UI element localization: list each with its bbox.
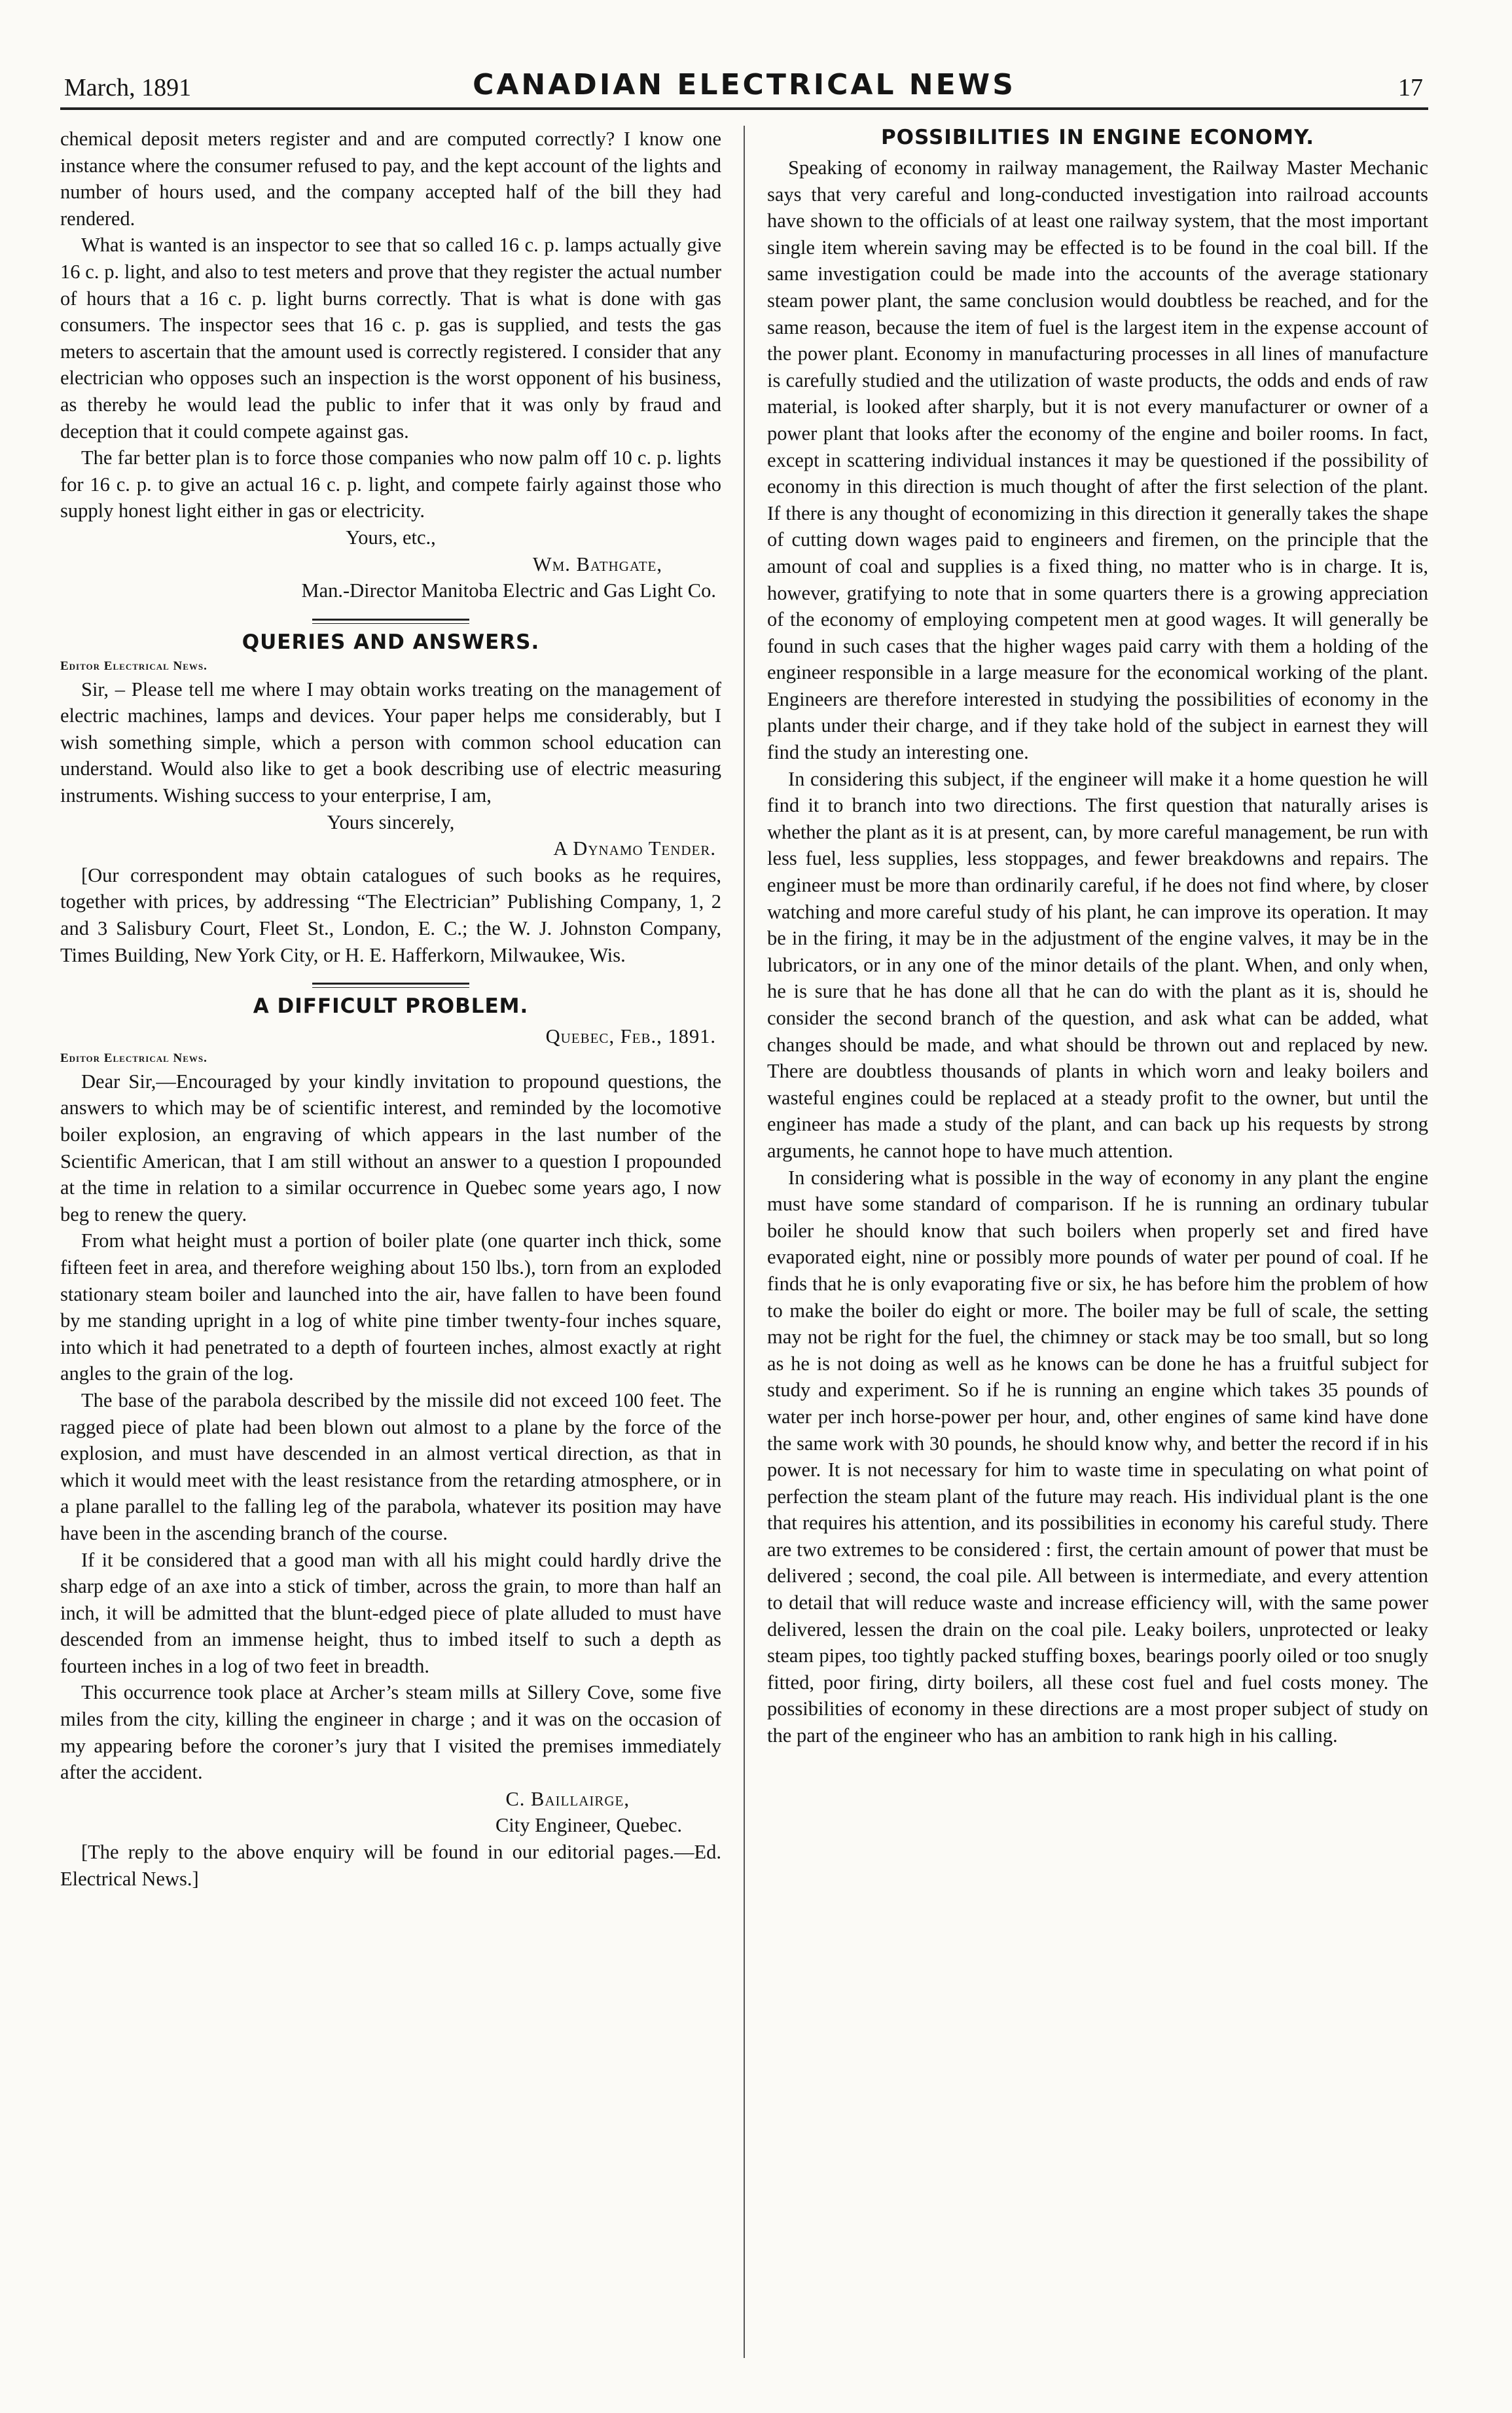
section-divider: [312, 983, 469, 988]
article-paragraph: In considering this subject, if the engineer will make it a home question he will find it to branch into two directions. The first question that naturally arises is whether the plant as it is at present, can, by more careful management, be run with less fuel, less supplies, less stoppages, and fewer breakdowns and repairs. The engineer must be more than ordinarily careful, if he does not find where, by closer watching and more careful study of his plant, he can improve its operation. It may be in the firing, it may be in the adjustment of the engine valves, it may be in the lubricators, or in any one of the minor details of the plant. When, and only when, he is sure that he has done all that he can do with the plant as it is, should he consider the second branch of the question, and ask what can be added, what changes should be made, and what should be thrown out and replaced by new. There are doubtless thousands of plants in which worn and leaky boilers and wasteful engines could be replaced at a steady profit to the owner, but until the engineer has made a study of the plant, and can back up his requests by strong arguments, he cannot hope to have much attention.: [767, 767, 1428, 1162]
signature-closing: Yours sincerely,: [327, 810, 455, 833]
signature-name: C. Baillairge,: [505, 1787, 630, 1810]
editor-note: [The reply to the above enquiry will be found in our editorial pages.—Ed. Electrical News.]: [60, 1841, 721, 1890]
letter-paragraph: chemical deposit meters register and and are computed correctly? I know one instance where the consumer refused to pay, and the kept account of the lights and number of hours used, and the company accepted half of the bill they had rendered.: [60, 128, 721, 230]
letter-paragraph: This occurrence took place at Archer’s steam mills at Sillery Cove, some five miles from the city, killing the engineer in charge ; and it was on the occasion of my appearing before the coroner’s jury that I visited the premises immediately after the accident.: [60, 1681, 721, 1784]
letter-paragraph: Dear Sir,—Encouraged by your kindly invitation to propound questions, the answers to which may be of scientific interest, and reminded by the locomotive boiler explosion, an engraving of which appears in the last number of the Scientific American, that I am still without an answer to a question I propounded at the time in relation to a similar occurrence in Quebec some years ago, I now beg to renew the query.: [60, 1070, 721, 1225]
page-number: 17: [1398, 74, 1423, 101]
section-divider: [312, 619, 469, 624]
signature-title: Man.-Director Manitoba Electric and Gas Light Co.: [301, 579, 716, 602]
column-rule: [744, 126, 745, 2358]
letter-paragraph: The far better plan is to force those companies who now palm off 10 c. p. lights for 16 c. p. to give an actual 16 c. p. light, and compete fairly against those who supply honest light either in gas or electricity.: [60, 446, 721, 522]
article-heading: POSSIBILITIES IN ENGINE ECONOMY.: [880, 126, 1315, 149]
masthead: [60, 65, 1428, 110]
issue-date: March, 1891: [64, 74, 192, 101]
signature-closing: Yours, etc.,: [346, 526, 436, 549]
letter-paragraph: If it be considered that a good man with all his might could hardly drive the sharp edge of an axe into a stick of timber, across the grain, to more than half an inch, it will be admitted that the blunt-edged piece of plate alluded to must have descended from an immense height, thus to imbed itself to such a depth as fourteen inches in a log of two feet in breadth.: [60, 1548, 721, 1677]
article-paragraph: In considering what is possible in the way of economy in any plant the engine must have some standard of comparison. If he is running an ordinary tubular boiler he should know that such boilers when properly set and fired have evaporated eight, nine or possibly more pounds of water per pound of coal. If he finds that he is only evaporating five or six, he has before him the problem of how to make the boiler do eight or more. The boiler may be full of scale, the setting may not be right for the fuel, the chimney or stack may be too small, but so long as he is not doing as well as he knows can be done he has a fruitful subject for study and experiment. So if he is running an engine which takes 35 pounds of water per inch horse-power per hour, and, other engines of same kind have done the same work with 30 pounds, he should know why, and better the record if in his power. It is not necessary for him to waste time in speculating on what point of perfection the steam plant of the future may reach. His individual plant is the one that requires his attention, and its possibilities in economy his careful study. There are two extremes to be considered : first, the certain amount of power that must be delivered ; second, the coal pile. All between is intermediate, and every attention to detail that will reduce waste and increase efficiency will, with the same power delivered, lessen the drain on the coal pile. Leaky boilers, unprotected or leaky steam pipes, too tightly packed stuffing boxes, bearings poorly oiled or too snugly fitted, poor firing, dirty boilers, all these cost fuel and fuel costs money. The possibilities of economy in these directions are a most proper subject of study on the part of the engineer who has an ambition to rank high in his calling.: [767, 1166, 1428, 1747]
letter-paragraph: What is wanted is an inspector to see that so called 16 c. p. lamps actually give 16 c. p. light, and also to test meters and prove that they register the actual number of hours that a 16 c. p. light burns correctly. That is what is done with gas consumers. The inspector sees that 16 c. p. gas is supplied, and tests the gas meters to ascertain that the amount used is correctly registered. I consider that any electrician who opposes such an inspection is the worst opponent of his business, as thereby he would lead the public to infer that it was only by fraud and deception that it could compete against gas.: [60, 234, 721, 443]
columns: [60, 126, 1428, 2365]
section-heading: QUERIES AND ANSWERS.: [242, 630, 540, 654]
signature-title: City Engineer, Quebec.: [495, 1814, 682, 1837]
section-heading: A DIFFICULT PROBLEM.: [253, 994, 529, 1019]
publication-title: CANADIAN ELECTRICAL NEWS: [473, 68, 1016, 101]
article-paragraph: Speaking of economy in railway management, the Railway Master Mechanic says that very careful and long-conducted investigation into railroad accounts have shown to the officials of at least one railway system, that the most important single item wherein saving may be effected is to be found in the coal bill. If the same investigation could be made into the accounts of the average stationary steam power plant, the same conclusion would doubtless be reached, and for the same reason, because the item of fuel is the largest item in the expense account of the power plant. Economy in manufacturing processes in all lines of manufacture is carefully studied and the utilization of waste products, the odds and ends of raw material, is looked after sharply, but it is not every manufacturer or owner of a power plant that looks after the economy of the engine and boiler rooms. In fact, except in scattering individual instances it may be questioned if the possibility of economy in this direction is much thought of after the first selection of the plant. If there is any thought of economizing in this direction it generally takes the shape of cutting down wages paid to engineers and firemen, on the principle that the amount of coal and supplies is a fixed thing, no matter who is in charge. It is, however, gratifying to note that in some quarters there is a growing appreciation of the economy of employing competent men at good wages. It will generally be found in such cases that the higher wages paid carry with them a holding of the engineer responsible in a large measure for the economical working of the plant. Engineers are therefore interested in studying the possibilities of economy in the plants under their charge, and if they take hold of the subject in earnest they will find the study an interesting one.: [767, 156, 1428, 764]
letter-paragraph: From what height must a portion of boiler plate (one quarter inch thick, some fifteen feet in area, and therefore weighing about 150 lbs.), torn from an exploded stationary steam boiler and launched into the air, have fallen to have been found by me standing upright in a log of white pine timber twenty-four inches square, into which it had penetrated to a depth of fourteen inches, almost exactly at right angles to the grain of the log.: [60, 1229, 721, 1385]
query-paragraph: Sir, – Please tell me where I may obtain works treating on the management of electric machines, lamps and devices. Your paper helps me considerably, but I wish something simple, which a person with common school education can understand. Would also like to get a book describing use of electric measuring instruments. Wishing success to your enterprise, I am,: [60, 678, 721, 807]
signature-name: Wm. Bathgate,: [532, 553, 662, 575]
right-column: [767, 126, 1428, 2365]
newspaper-page: [60, 65, 1428, 2370]
left-column: [60, 126, 721, 2365]
editor-address: Editor Electrical News.: [60, 1051, 207, 1065]
editor-address: Editor Electrical News.: [60, 659, 207, 673]
signature-name: A Dynamo Tender.: [553, 837, 716, 860]
editor-note: [Our correspondent may obtain catalogues of such books as he requires, together with prices, by addressing “The Electrician” Publishing Company, 1, 2 and 3 Salisbury Court, Fleet St., London, E. C.; the W. J. Johnston Company, Times Building, New York City, or H. E. Hafferkorn, Milwaukee, Wis.: [60, 863, 721, 966]
dateline: Quebec, Feb., 1891.: [545, 1025, 716, 1048]
letter-paragraph: The base of the parabola described by the missile did not exceed 100 feet. The ragged piece of plate had been blown out almost to a plane by the force of the explosion, and must have descended in an almost vertical direction, as that in which it would meet with the least resistance from the retarding atmosphere, or in a plane parallel to the falling leg of the parabola, whatever its position may have have been in the ascending branch of the course.: [60, 1388, 721, 1544]
